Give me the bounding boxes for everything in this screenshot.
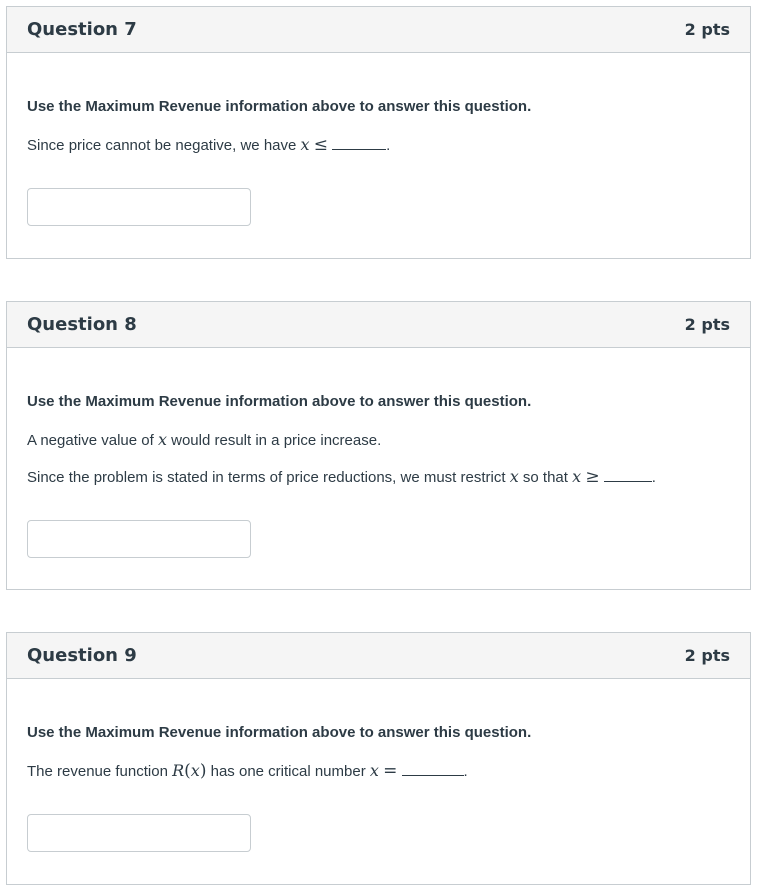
- question-points: 2 pts: [684, 646, 730, 665]
- math-operator: ≥: [585, 467, 600, 487]
- math-variable: x: [369, 761, 379, 780]
- question-title: Question 7: [27, 19, 137, 40]
- answer-blank: [332, 137, 386, 150]
- math-variable: x: [300, 135, 310, 154]
- text-segment: .: [651, 469, 656, 486]
- text-segment: Since price cannot be negative, we have: [27, 137, 301, 154]
- question-text: [27, 135, 730, 156]
- answer-blank: [402, 763, 464, 776]
- text-segment: A negative value of: [27, 432, 158, 449]
- text-segment: Since the problem is stated in terms of price reductions, we must restrict: [27, 469, 510, 486]
- question-text: [27, 430, 730, 451]
- question-body: [7, 53, 750, 226]
- answer-input[interactable]: [27, 814, 251, 852]
- math-function: R: [172, 761, 185, 780]
- text-segment: .: [463, 763, 468, 780]
- question-9-card: [6, 632, 751, 885]
- text-segment: The revenue function: [27, 763, 173, 780]
- question-points: 2 pts: [684, 20, 730, 39]
- math-operator: ≤: [313, 135, 328, 155]
- question-text: [27, 467, 730, 488]
- question-text: [27, 761, 730, 782]
- math-variable: x: [572, 467, 582, 486]
- answer-blank: [604, 469, 652, 482]
- question-8-card: [6, 301, 751, 590]
- question-body: [7, 679, 750, 852]
- math-paren-close: ): [199, 761, 207, 781]
- math-variable: x: [157, 430, 167, 449]
- question-header: [7, 633, 750, 679]
- answer-input[interactable]: [27, 520, 251, 558]
- question-intro: Use the Maximum Revenue information above to answer this question.: [27, 393, 532, 410]
- answer-input[interactable]: [27, 188, 251, 226]
- question-header: [7, 7, 750, 53]
- question-intro: Use the Maximum Revenue information above to answer this question.: [27, 98, 532, 115]
- question-title: Question 8: [27, 314, 137, 335]
- question-header: [7, 302, 750, 348]
- math-paren-open: (: [184, 761, 191, 781]
- text-segment: so that: [518, 469, 573, 486]
- question-7-card: [6, 6, 751, 259]
- question-body: [7, 348, 750, 558]
- math-operator: =: [383, 761, 398, 781]
- math-variable: x: [509, 467, 519, 486]
- text-segment: has one critical number: [206, 763, 370, 780]
- question-intro: Use the Maximum Revenue information above to answer this question.: [27, 724, 532, 741]
- text-segment: would result in a price increase.: [166, 432, 382, 449]
- text-segment: .: [386, 137, 391, 154]
- question-points: 2 pts: [684, 315, 730, 334]
- question-title: Question 9: [27, 645, 137, 666]
- math-variable: x: [190, 761, 200, 780]
